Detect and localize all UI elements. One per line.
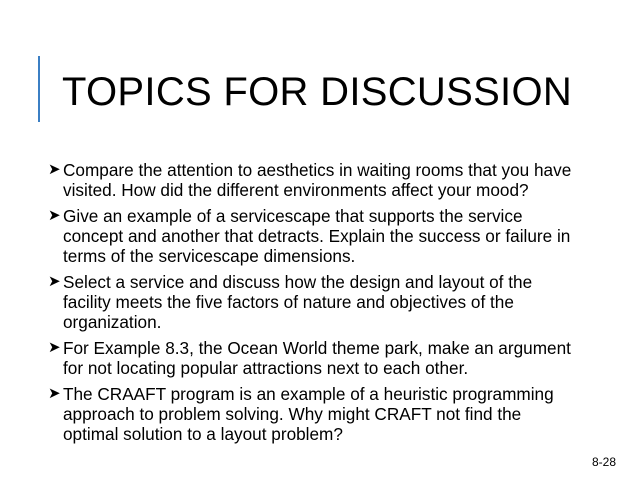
- arrow-right-icon: ➤: [48, 161, 61, 178]
- bullet-list: [48, 160, 578, 450]
- title-accent-bar: [38, 56, 40, 122]
- arrow-right-icon: ➤: [48, 339, 61, 356]
- bullet-text: The CRAAFT program is an example of a heuristic programming approach to problem solving. Why might CRAFT not find the optimal solution to a layout problem?: [63, 384, 554, 444]
- arrow-right-icon: ➤: [48, 273, 61, 290]
- arrow-right-icon: ➤: [48, 385, 61, 402]
- bullet-text: Compare the attention to aesthetics in waiting rooms that you have visited. How did the different environments affect your mood?: [63, 160, 572, 200]
- bullet-item: [48, 160, 578, 200]
- bullet-item: [48, 272, 578, 332]
- bullet-item: [48, 206, 578, 266]
- page-number: 8-28: [591, 455, 616, 469]
- bullet-item: [48, 338, 578, 378]
- slide-title: TOPICS FOR DISCUSSION: [62, 70, 573, 114]
- bullet-item: [48, 384, 578, 444]
- bullet-text: Give an example of a servicescape that supports the service concept and another that detracts. Explain the success or failure in terms of the servicescape dimensions.: [63, 206, 571, 266]
- arrow-right-icon: ➤: [48, 207, 61, 224]
- bullet-text: Select a service and discuss how the design and layout of the facility meets the five factors of nature and objectives of the organization.: [63, 272, 533, 332]
- bullet-text: For Example 8.3, the Ocean World theme park, make an argument for not locating popular attractions next to each other.: [63, 338, 571, 378]
